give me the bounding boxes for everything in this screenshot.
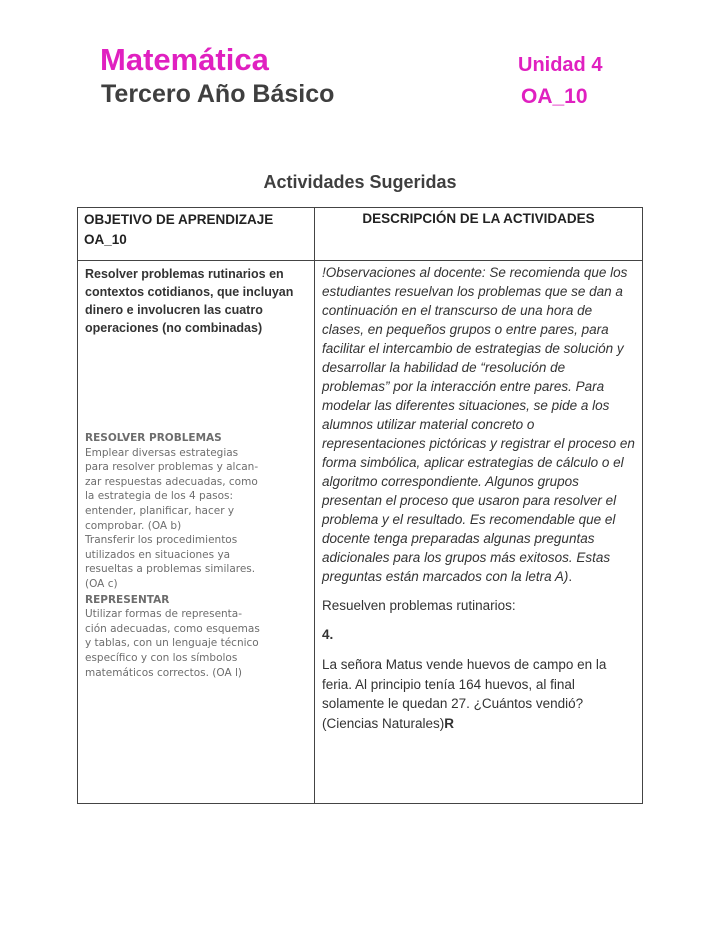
objective-text: Resolver problemas rutinarios en contextos cotidianos, que incluyan dinero e involucren las cuatro operaciones (no combinadas): [85, 267, 294, 335]
skill-title-representar: REPRESENTAR: [85, 593, 170, 606]
oa-label: OA_10: [521, 85, 588, 108]
teacher-note: [322, 263, 635, 586]
unit-label: Unidad 4: [518, 54, 603, 76]
activity-intro: Resuelven problemas rutinarios:: [322, 598, 516, 613]
objective-column-header: [78, 208, 315, 261]
teacher-note-end: .: [568, 569, 573, 584]
activities-table: [77, 207, 643, 804]
objective-cell: [78, 261, 315, 804]
subject-title: Matemática: [100, 42, 269, 77]
table-header-row: [78, 208, 643, 261]
section-title: Actividades Sugeridas: [263, 172, 457, 192]
objective-header-line1: OBJETIVO DE APRENDIZAJE: [84, 212, 274, 227]
skills-block: [79, 431, 313, 680]
skill-title-resolver: RESOLVER PROBLEMAS: [85, 432, 222, 444]
problem-marker: R: [444, 715, 455, 731]
description-cell: [315, 261, 643, 804]
teacher-note-text: !Observaciones al docente: Se recomienda que los estudiantes resuelvan los problemas que se dan a continuación en el transcurso de una hora de clases, en pequeños grupos o entre pares, para facilitar el intercambio de estrategias de solución y desarrollar la habilidad de “resolución de problemas” por la interacción entre pares. Para modelar las diferentes situaciones, se pide a los alumnos utilizar material concreto o representaciones pictóricas y registrar el proceso en forma simbólica, aplicar estrategias de cálculo o el algoritmo correspondiente. Algunos grupos presentan el proceso que usaron para resolver el problema y el resultado. Es recomendable que el docente tenga preparadas algunas preguntas adicionales para los grupos más exitosos. Estas preguntas están marcados con la letra A): [322, 265, 635, 584]
problem-text: [322, 655, 635, 733]
problem-number: 4.: [322, 627, 334, 642]
skill-text-representar: Utilizar formas de representa- ción adecuadas, como esquemas y tablas, con un lenguaje técnico específico y con los símbolos matemáticos correctos. (OA l): [85, 608, 260, 679]
skill-text-resolver: Emplear diversas estrategias para resolver problemas y alcan- zar respuestas adecuadas, como la estrategia de los 4 pasos: entender, planificar, hacer y comprobar. (OA b) Transferir los procedimientos utilizados en situaciones ya resueltas a problemas similares. (OA c): [85, 446, 259, 590]
problem-body: La señora Matus vende huevos de campo en la feria. Al principio tenía 164 huevos, al final solamente le quedan 27. ¿Cuántos vendió? (Ciencias Naturales): [322, 657, 607, 731]
table-body-row: [78, 261, 643, 804]
objective-header-line2: OA_10: [84, 232, 127, 247]
grade-title: Tercero Año Básico: [101, 80, 335, 108]
description-column-header: DESCRIPCIÓN DE LA ACTIVIDADES: [315, 208, 643, 261]
